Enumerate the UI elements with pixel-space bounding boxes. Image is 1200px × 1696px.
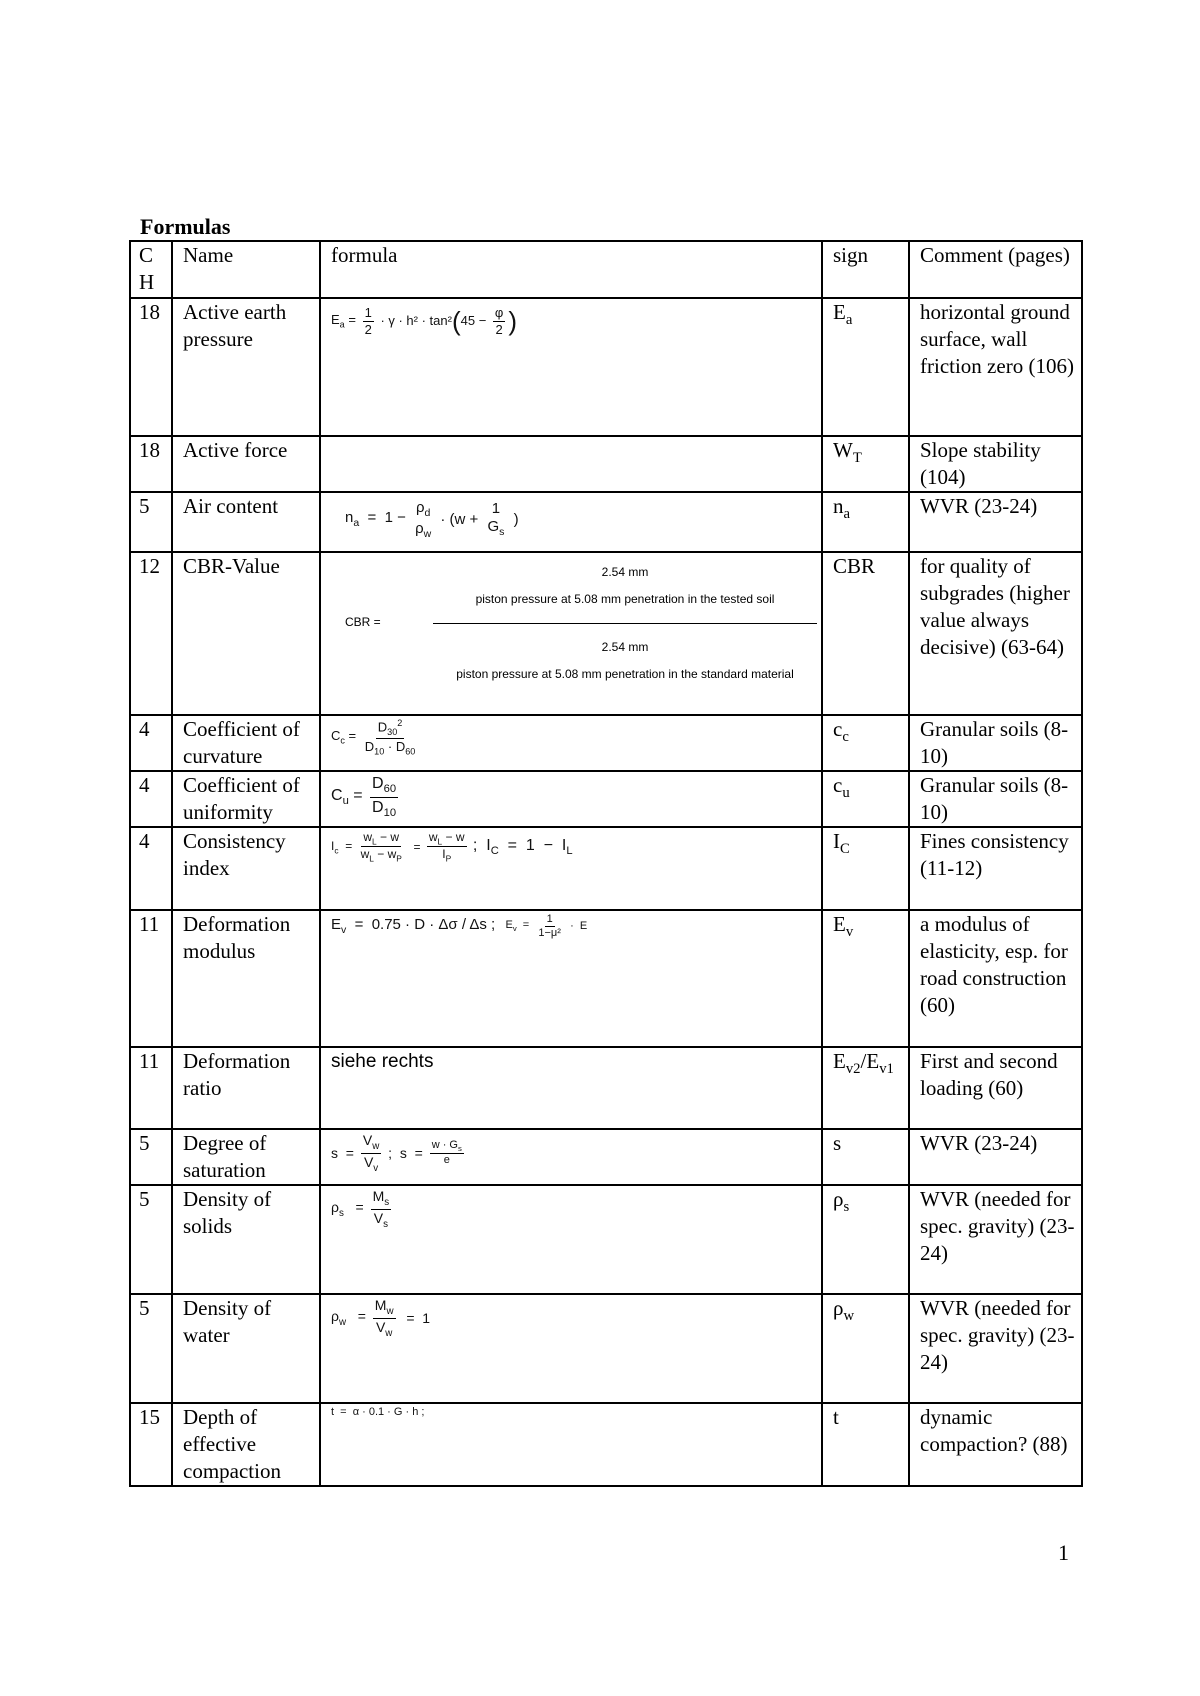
row-name: Coefficient of uniformity bbox=[172, 771, 320, 827]
row-formula bbox=[320, 715, 822, 771]
row-name: Deformation modulus bbox=[172, 910, 320, 1047]
row-name: Active earth pressure bbox=[172, 298, 320, 436]
cbr-fraction bbox=[433, 553, 817, 692]
cbr-denominator-line1: 2.54 mm bbox=[601, 640, 649, 654]
row-comment: First and second loading (60) bbox=[909, 1047, 1082, 1129]
row-ch: 4 bbox=[130, 715, 172, 771]
row-name: Air content bbox=[172, 492, 320, 552]
row-ch: 18 bbox=[130, 436, 172, 492]
formula-consistency-index: $I_c$ = $\frac{w_L - w}{w_L - w_P}$ = $\frac{w_L - w}{I_P}$ ; $I_C = 1 - I_L$ bbox=[331, 830, 573, 864]
row-ch: 5 bbox=[130, 1185, 172, 1294]
row-name: Degree of saturation bbox=[172, 1129, 320, 1185]
row-ch: 5 bbox=[130, 1294, 172, 1403]
row-name: CBR-Value bbox=[172, 552, 320, 715]
table-row bbox=[130, 492, 1082, 552]
table-row bbox=[130, 715, 1082, 771]
header-name: Name bbox=[172, 241, 320, 298]
row-sign: $I_C$ bbox=[822, 827, 909, 910]
formula-air-content: $n_a = 1$ − $\rho_d$ $\rho_w$ · (w + 1 $G_s$ ) bbox=[345, 499, 519, 540]
row-comment: WVR (needed for spec. gravity) (23-24) bbox=[909, 1185, 1082, 1294]
row-sign: $W_T$ bbox=[822, 436, 909, 492]
formula-coefficient-of-uniformity: $C_u$ = $\frac{D_{60}}{D_{10}}$ bbox=[331, 775, 397, 819]
row-comment: WVR (23-24) bbox=[909, 492, 1082, 552]
row-comment: dynamic compaction? (88) bbox=[909, 1403, 1082, 1486]
row-comment: horizontal ground surface, wall friction zero (106) bbox=[909, 298, 1082, 436]
row-name: Active force bbox=[172, 436, 320, 492]
row-sign: CBR bbox=[822, 552, 909, 715]
row-ch: 4 bbox=[130, 771, 172, 827]
cbr-numerator-line2: piston pressure at 5.08 mm penetration in the tested soil bbox=[475, 592, 775, 606]
row-formula bbox=[320, 910, 822, 1047]
row-formula bbox=[320, 552, 822, 715]
row-name: Consistency index bbox=[172, 827, 320, 910]
row-name: Density of water bbox=[172, 1294, 320, 1403]
header-sign: sign bbox=[822, 241, 909, 298]
row-sign: $c_u$ bbox=[822, 771, 909, 827]
cbr-numerator-line1: 2.54 mm bbox=[601, 565, 649, 579]
formula-degree-of-saturation: s = $\frac{V_w}{V_v}$ ; s = $\frac{w \cdot G_s}{e}$ bbox=[331, 1132, 462, 1174]
row-name: Coefficient of curvature bbox=[172, 715, 320, 771]
table-row bbox=[130, 827, 1082, 910]
row-name: Density of solids bbox=[172, 1185, 320, 1294]
row-sign: s bbox=[822, 1129, 909, 1185]
formula-depth-of-effective-compaction: t = α · 0.1 · G · h ; bbox=[331, 1406, 425, 1418]
formula-density-of-solids: $\rho_s$ = $\frac{M_s}{V_s}$ bbox=[331, 1188, 390, 1230]
row-formula: siehe rechts bbox=[320, 1047, 822, 1129]
cbr-denominator-line2: piston pressure at 5.08 mm penetration in the standard material bbox=[456, 667, 794, 681]
row-comment: for quality of subgrades (higher value always decisive) (63-64) bbox=[909, 552, 1082, 715]
row-sign: $c_c$ bbox=[822, 715, 909, 771]
row-sign: t bbox=[822, 1403, 909, 1486]
row-sign: $\rho_s$ bbox=[822, 1185, 909, 1294]
row-formula bbox=[320, 827, 822, 910]
row-sign: $E_v$ bbox=[822, 910, 909, 1047]
row-ch: 5 bbox=[130, 1129, 172, 1185]
row-sign: $n_a$ bbox=[822, 492, 909, 552]
row-sign: $E_a$ bbox=[822, 298, 909, 436]
row-formula bbox=[320, 436, 822, 492]
table-row bbox=[130, 1185, 1082, 1294]
page-number: 1 bbox=[1058, 1540, 1069, 1565]
row-comment: Granular soils (8-10) bbox=[909, 771, 1082, 827]
row-formula bbox=[320, 1403, 822, 1486]
formula-cbr bbox=[331, 553, 817, 692]
table-row bbox=[130, 1294, 1082, 1403]
table-row bbox=[130, 1129, 1082, 1185]
formula-coefficient-of-curvature: $C_c$ = $\frac{D_{30}^2}{D_{10} \cdot D_{60}}$ bbox=[331, 718, 416, 757]
row-ch: 11 bbox=[130, 1047, 172, 1129]
row-comment: Slope stability (104) bbox=[909, 436, 1082, 492]
table-row bbox=[130, 771, 1082, 827]
formula-table bbox=[129, 240, 1083, 1487]
document-title: Formulas bbox=[140, 214, 231, 239]
table-row bbox=[130, 298, 1082, 436]
table-row bbox=[130, 910, 1082, 1047]
table-row bbox=[130, 1047, 1082, 1129]
row-ch: 11 bbox=[130, 910, 172, 1047]
formula-density-of-water: $\rho_w$ = $\frac{M_w}{V_w}$ = 1 bbox=[331, 1297, 431, 1339]
row-ch: 18 bbox=[130, 298, 172, 436]
row-comment: Fines consistency (11-12) bbox=[909, 827, 1082, 910]
formula-deformation-modulus: $E_v = 0.75 \cdot D \cdot \Delta\sigma / \Delta s$ ; $E_v$ = $\frac{1}{\text{1−μ²}}$ · E bbox=[331, 913, 588, 940]
row-comment: Granular soils (8-10) bbox=[909, 715, 1082, 771]
header-formula: formula bbox=[320, 241, 822, 298]
cbr-lhs: CBR = bbox=[345, 615, 381, 629]
table-header-row bbox=[130, 241, 1082, 298]
row-comment: a modulus of elasticity, esp. for road construction (60) bbox=[909, 910, 1082, 1047]
row-comment: WVR (23-24) bbox=[909, 1129, 1082, 1185]
row-name: Depth of effective compaction bbox=[172, 1403, 320, 1486]
header-comment: Comment (pages) bbox=[909, 241, 1082, 298]
row-name: Deformation ratio bbox=[172, 1047, 320, 1129]
row-ch: 5 bbox=[130, 492, 172, 552]
row-sign: $\rho_w$ bbox=[822, 1294, 909, 1403]
row-comment: WVR (needed for spec. gravity) (23-24) bbox=[909, 1294, 1082, 1403]
row-formula bbox=[320, 492, 822, 552]
row-formula bbox=[320, 1185, 822, 1294]
table-row bbox=[130, 1403, 1082, 1486]
header-ch: C H bbox=[130, 241, 172, 298]
row-ch: 15 bbox=[130, 1403, 172, 1486]
formula-active-earth-pressure: $E_a$ = $\frac{1}{2}$ · γ · h² · tan²(45 − $\frac{\varphi}{2}$ ) bbox=[331, 305, 518, 337]
row-ch: 12 bbox=[130, 552, 172, 715]
row-formula bbox=[320, 1294, 822, 1403]
row-formula bbox=[320, 1129, 822, 1185]
row-sign: $E_{v2}/E_{v1}$ bbox=[822, 1047, 909, 1129]
row-formula bbox=[320, 771, 822, 827]
row-ch: 4 bbox=[130, 827, 172, 910]
table-row bbox=[130, 552, 1082, 715]
row-formula bbox=[320, 298, 822, 436]
table-row bbox=[130, 436, 1082, 492]
